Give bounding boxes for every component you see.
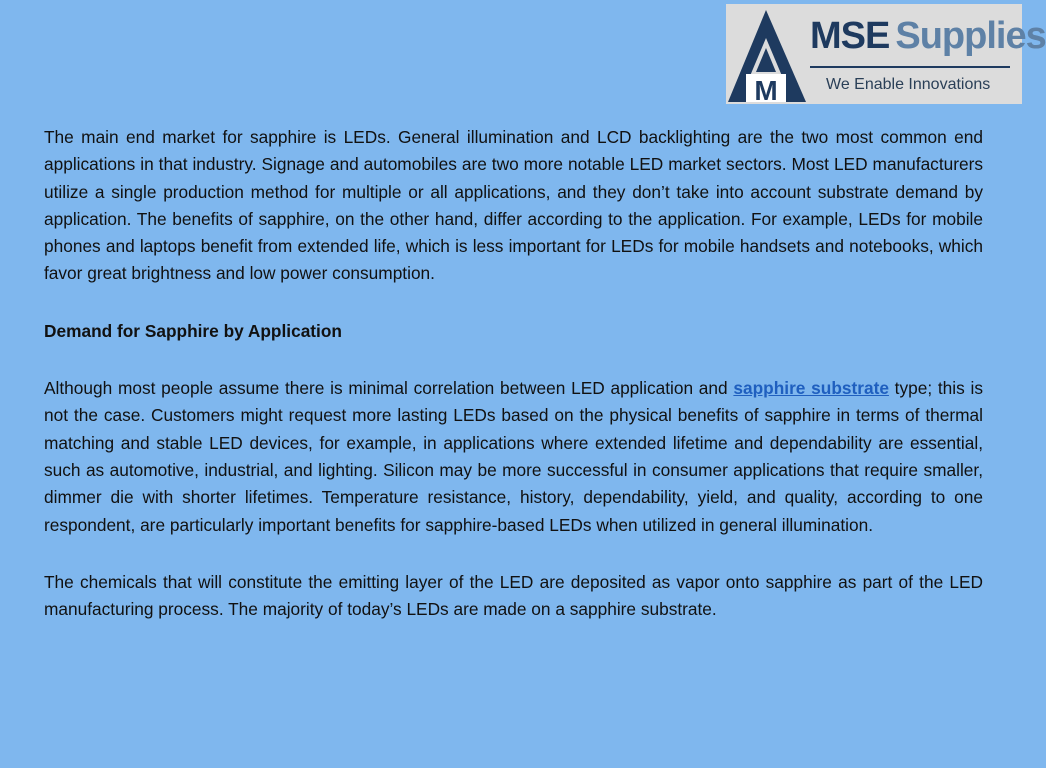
logo-divider: [810, 66, 1010, 68]
section-heading: Demand for Sapphire by Application: [44, 320, 342, 341]
demand-paragraph-text-start: Although most people assume there is minimal correlation between LED application and: [44, 378, 734, 399]
logo-letter: M: [754, 75, 778, 106]
logo-brand-name: [810, 14, 1046, 58]
demand-paragraph-text-end: type; this is not the case. Customers might request more lasting LEDs based on the physical benefits of sapphire in terms of thermal matching and stable LED devices, for example, in applications where extended lifetime and dependability are essential, such as automotive, industrial, and lighting. Silicon may be more successful in consumer applications that require smaller, dimmer die with shorter lifetimes. Temperature resistance, history, dependability, yield, and quality, according to one respondent, are particularly important benefits for sapphire-based LEDs when utilized in general illumination.: [44, 378, 983, 535]
logo-brand-part2: Supplies: [895, 15, 1046, 57]
logo-tagline: We Enable Innovations: [826, 76, 991, 93]
intro-paragraph: The main end market for sapphire is LEDs. General illumination and LCD backlighting are the two most common end applications in that industry. Signage and automobiles are two more notable LED market sectors. Most LED manufacturers utilize a single production method for multiple or all applications, and they don’t take into account substrate demand by application. The benefits of sapphire, on the other hand, differ according to the application. For example, LEDs for mobile phones and laptops benefit from extended life, which is less important for LEDs for mobile handsets and notebooks, which favor great brightness and low power consumption.: [44, 127, 983, 284]
article-body: [44, 124, 983, 653]
logo-brand-part1: MSE: [810, 15, 890, 57]
demand-paragraph: [44, 375, 983, 539]
manufacturing-paragraph: The chemicals that will constitute the emitting layer of the LED are deposited as vapor onto sapphire as part of the LED manufacturing process. The majority of today’s LEDs are made on a sapphire substrate.: [44, 571, 983, 620]
sapphire-substrate-link[interactable]: sapphire substrate: [733, 378, 889, 399]
company-logo: [726, 4, 1046, 106]
triangle-m-emblem-icon: [726, 4, 810, 104]
